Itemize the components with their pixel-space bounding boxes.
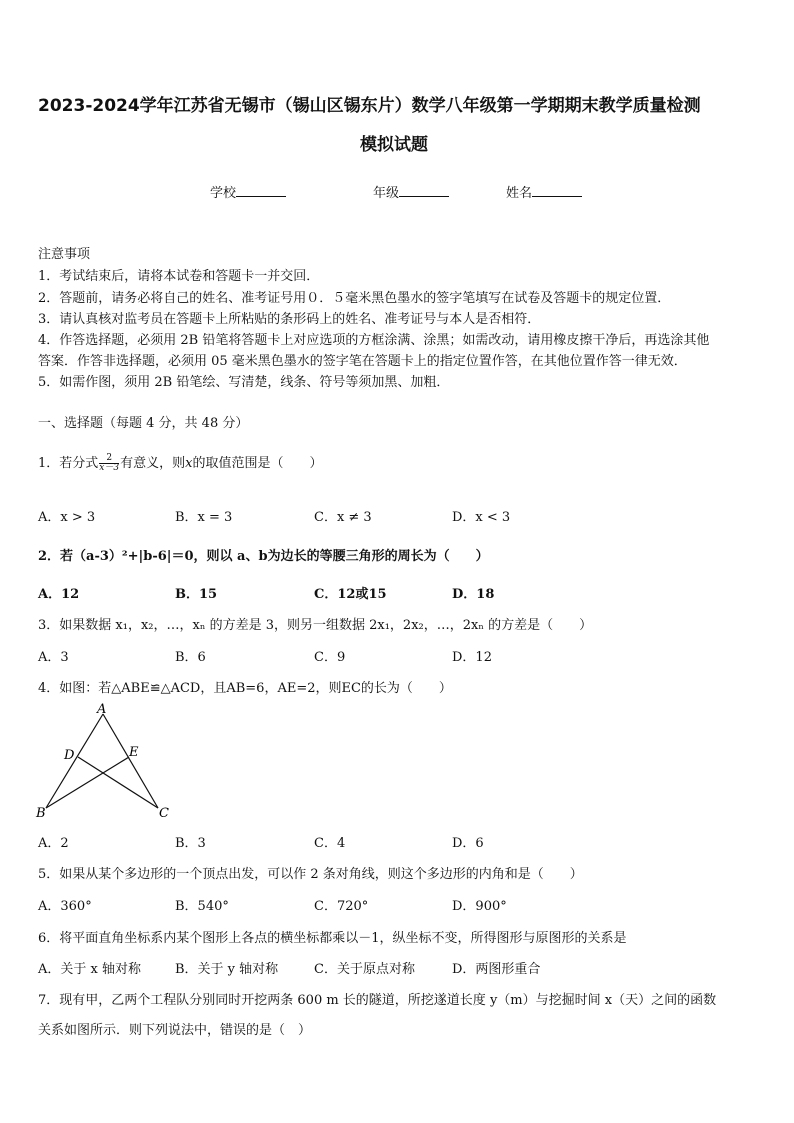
label-c: C — [159, 806, 169, 821]
q1-option-d: D．x < 3 — [452, 510, 511, 525]
q2-option-b: B．15 — [175, 587, 218, 602]
q1-post: 的取值范围是（ ） — [192, 456, 323, 471]
q1-option-a: A．x > 3 — [38, 510, 96, 525]
school-blank — [236, 184, 286, 197]
notice-item: 1．考试结束后，请将本试卷和答题卡一并交回． — [38, 269, 320, 284]
q5-option-d: D．900° — [452, 899, 507, 914]
question-7-line1: 7．现有甲，乙两个工程队分别同时开挖两条 600 m 长的隧道，所挖遂道长度 y（m）与挖掘时间 x（天）之间的函数 — [38, 993, 717, 1008]
grade-label: 年级 — [373, 186, 400, 201]
q1-frac-den: x－3 — [99, 463, 120, 473]
q3-option-c: C．9 — [314, 650, 346, 665]
grade-blank — [399, 184, 449, 197]
segment-eb — [46, 757, 129, 808]
segment-dc — [78, 757, 158, 808]
label-b: B — [36, 806, 46, 821]
question-3: 3．如果数据 x₁，x₂，…，xₙ 的方差是 3，则另一组数据 2x₁，2x₂，…，2xₙ 的方差是（ ） — [38, 618, 593, 633]
q4-option-a: A．2 — [38, 836, 69, 851]
q6-option-b: B．关于 y 轴对称 — [175, 962, 279, 977]
notice-item: 3．请认真核对监考员在答题卡上所粘贴的条形码上的姓名、准考证号与本人是否相符． — [38, 312, 541, 327]
exam-title-line2: 模拟试题 — [360, 135, 428, 155]
q1-option-b: B．x = 3 — [175, 510, 233, 525]
question-7-line2: 关系如图所示．则下列说法中，错误的是（ ） — [38, 1023, 312, 1038]
triangle-figure — [30, 700, 180, 825]
q2-option-a: A．12 — [38, 587, 80, 602]
section-heading: 一、选择题（每题 4 分，共 48 分） — [38, 416, 249, 431]
q6-option-a: A．关于 x 轴对称 — [38, 962, 141, 977]
q1-mid: 有意义，则 — [120, 456, 186, 471]
question-2: 2．若（a-3）²+|b-6|＝0，则以 a、b为边长的等腰三角形的周长为（ ） — [38, 549, 489, 564]
q5-option-b: B．540° — [175, 899, 229, 914]
school-label: 学校 — [210, 186, 237, 201]
q6-option-c: C．关于原点对称 — [314, 962, 415, 977]
name-label: 姓名 — [506, 186, 533, 201]
label-e: E — [129, 745, 139, 760]
q3-option-a: A．3 — [38, 650, 69, 665]
name-blank — [532, 184, 582, 197]
q1-frac-num: 2 — [99, 454, 119, 464]
q3-option-b: B．6 — [175, 650, 206, 665]
q6-option-d: D．两图形重合 — [452, 962, 541, 977]
q1-var: x — [185, 456, 193, 471]
grade-field — [373, 182, 449, 201]
school-field — [210, 182, 286, 201]
label-d: D — [64, 748, 75, 763]
question-4: 4．如图：若△ABE≌△ACD，且AB=6，AE=2，则EC的长为（ ） — [38, 681, 452, 696]
question-6: 6．将平面直角坐标系内某个图形上各点的横坐标都乘以－1，纵坐标不变，所得图形与原图形的关系是 — [38, 931, 627, 946]
q4-option-d: D．6 — [452, 836, 484, 851]
notice-item: 5．如需作图，须用 2B 铅笔绘、写清楚，线条、符号等须加黑、加粗． — [38, 375, 450, 390]
notice-item: 答案．作答非选择题，必须用 05 毫米黑色墨水的签字笔在答题卡上的指定位置作答，在其他位置作答一律无效． — [38, 354, 687, 369]
notice-heading: 注意事项 — [38, 247, 91, 262]
question-1 — [38, 452, 322, 473]
q2-option-d: D．18 — [452, 587, 495, 602]
name-field — [506, 182, 582, 201]
q1-fraction — [99, 454, 119, 473]
q3-option-d: D．12 — [452, 650, 492, 665]
side-ab — [46, 714, 103, 808]
q2-option-c: C．12或15 — [314, 587, 387, 602]
q4-option-c: C．4 — [314, 836, 346, 851]
q1-pre: 1．若分式 — [38, 456, 99, 471]
notice-item: 2．答题前，请务必将自己的姓名、准考证号用０．５毫米黑色墨水的签字笔填写在试卷及答题卡的规定位置． — [38, 291, 671, 306]
exam-title-line1: 2023-2024学年江苏省无锡市（锡山区锡东片）数学八年级第一学期期末教学质量检测 — [38, 96, 701, 116]
q4-option-b: B．3 — [175, 836, 206, 851]
q5-option-c: C．720° — [314, 899, 369, 914]
side-ac — [103, 714, 158, 808]
label-a: A — [97, 702, 107, 717]
notice-item: 4．作答选择题，必须用 2B 铅笔将答题卡上对应选项的方框涂满、涂黑；如需改动，请用橡皮擦干净后，再选涂其他 — [38, 333, 710, 348]
q1-option-c: C．x ≠ 3 — [314, 510, 372, 525]
q5-option-a: A．360° — [38, 899, 92, 914]
question-5: 5．如果从某个多边形的一个顶点出发，可以作 2 条对角线，则这个多边形的内角和是（ ） — [38, 867, 583, 882]
